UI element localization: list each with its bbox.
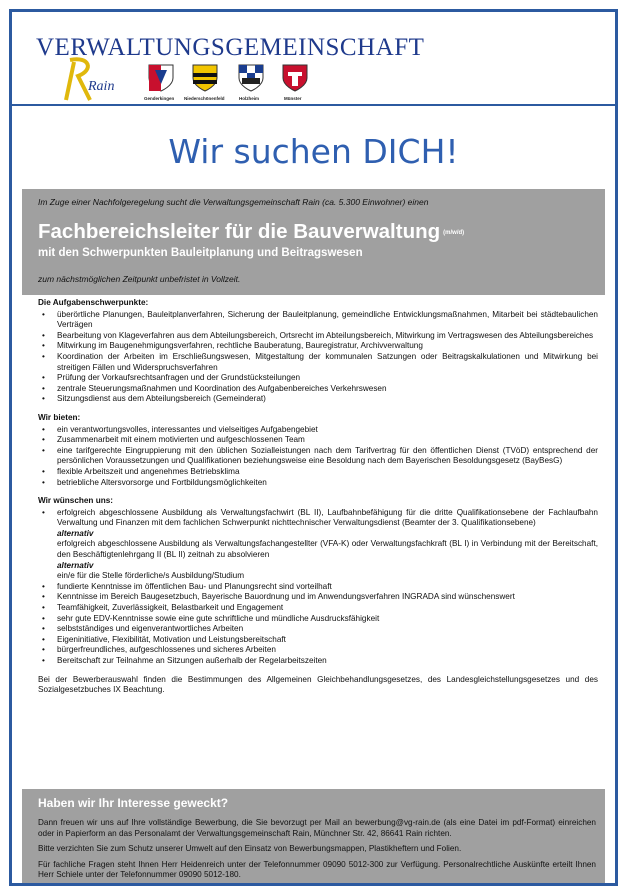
list-item: • Sitzungsdienst aus dem Abteilungsbereich (Gemeinderat): [42, 394, 266, 404]
headline: Wir suchen DICH!: [168, 132, 459, 171]
crest-label: Genderkingen: [144, 96, 175, 101]
crest-label: Münster: [284, 96, 302, 101]
crest-label: Niederschönenfeld: [184, 96, 225, 101]
list-item: • überörtliche Planungen, Bauleitplanverfahren, Sicherung der Bauleitplanung, gemeindliche Entwicklungsmaßnahmen, Mitarbeit bei städtebaulichen Verträgen: [42, 309, 598, 330]
section-heading-bieten: Wir bieten:: [38, 412, 81, 422]
bullet-icon: •: [42, 634, 45, 644]
environment-note: Bitte verzichten Sie zum Schutz unserer Umwelt auf den Einsatz von Bewerbungsmappen, Plastikheftern und Folien.: [38, 844, 462, 854]
genderkingen-crest-icon: [148, 64, 174, 92]
bullet-icon: •: [42, 613, 45, 623]
intro-text: Im Zuge einer Nachfolgeregelung sucht die Verwaltungsgemeinschaft Rain (ca. 5.300 Einwohner) einen: [38, 197, 429, 207]
bullet-icon: •: [42, 373, 45, 383]
wuenschen-list: [38, 508, 598, 667]
list-item: • betriebliche Altersvorsorge und Fortbildungsmöglichkeiten: [42, 477, 267, 487]
requirement-secondary: erfolgreich abgeschlossene Ausbildung als Verwaltungsfachangestellter (VFA-K) oder Verwaltungsfachkraft (BL I) in Verbindung mit der Bereitschaft, den Beschäftigtenlehrgang II (BL II) zeitnah zu absolvieren: [57, 539, 598, 560]
list-item: • Zusammenarbeit mit einem motivierten und aufgeschlossenen Team: [42, 435, 305, 445]
main-content: [38, 298, 598, 702]
bullet-icon: •: [42, 477, 45, 487]
requirement-primary: erfolgreich abgeschlossene Ausbildung als Verwaltungsfachwirt (BL II), Laufbahnbefähigung für die dritte Qualifikationsebene der Fachlaufbahn Verwaltung und Finanzen mit dem fachlichen Schwerpunkt nichttechnischer Verwaltungsdienst (Beamter der 3. Qualifikationsebene): [57, 507, 598, 528]
aufgaben-list: [38, 310, 598, 405]
list-item: • ein verantwortungsvolles, interessantes und vielseitiges Aufgabengebiet: [42, 424, 318, 434]
requirement-tertiary: ein/e für die Stelle förderliche/s Ausbildung/Studium: [57, 571, 245, 581]
bullet-icon: •: [42, 383, 45, 393]
application-band: [22, 789, 605, 883]
list-item: [38, 508, 598, 582]
list-item: • Mitwirkung im Baugenehmigungsverfahren, rechtliche Bauberatung, Bauregistratur, Archivverwaltung: [42, 341, 423, 351]
vg-logo-text: VERWALTUNGSGEMEINSCHAFT: [36, 34, 425, 61]
list-item: • Koordination der Arbeiten im Erschließungswesen, Mitgestaltung der kommunalen Satzungen oder Beitragskalkulationen und Mitwirkung bei streitigen Fällen und Widerspruchsverfahren: [42, 351, 598, 372]
document-frame: [9, 9, 618, 886]
list-item: • bürgerfreundliches, aufgeschlossenes und sicheres Arbeiten: [42, 645, 276, 655]
section-heading-aufgaben: Die Aufgabenschwerpunkte:: [38, 298, 149, 307]
bullet-icon: •: [42, 645, 45, 655]
bullet-icon: •: [42, 351, 45, 361]
footer-text: [38, 818, 596, 886]
bullet-icon: •: [42, 624, 45, 634]
job-title-band: [22, 189, 605, 295]
list-item: • selbstständiges und eigenverantwortliches Arbeiten: [42, 624, 244, 634]
rain-logo-icon: [50, 56, 140, 108]
list-item: • fundierte Kenntnisse im öffentlichen Bau- und Planungsrecht sind vorteilhaft: [42, 581, 332, 591]
list-item: • Eigeninitiative, Flexibilität, Motivation und Leistungsbereitschaft: [42, 634, 286, 644]
contact-info: Für fachliche Fragen steht Ihnen Herr Heidenreich unter der Telefonnummer 09090 5012-300 zur Verfügung. Personalrechtliche Auskünfte erteilt Ihnen Herr Schiele unter der Telefonnummer 09090 5012-180.: [38, 859, 596, 880]
job-subtitle: mit den Schwerpunkten Bauleitplanung und Beitragswesen: [38, 247, 363, 259]
bullet-icon: •: [42, 466, 45, 476]
bullet-icon: •: [42, 592, 45, 602]
logo-script-text: Rain: [88, 79, 115, 94]
bullet-icon: •: [42, 656, 45, 665]
list-item: • flexible Arbeitszeit und angenehmes Betriebsklima: [42, 466, 240, 476]
municipality-crests: [142, 64, 312, 104]
list-item: • Prüfung der Vorkaufsrechtsanfragen und der Grundstücksteilungen: [42, 373, 301, 383]
list-item: • eine tarifgerechte Eingruppierung mit den üblichen Sozialleistungen nach dem Tarifvertrag für den öffentlichen Dienst (TVöD) entsprechend der persönlichen Voraussetzungen und Qualifikationen beziehungsweise eine Besoldung nach dem Bayerischen Besoldungsgesetz (BayBesG): [42, 445, 598, 466]
footer-heading: Haben wir Ihr Interesse geweckt?: [38, 796, 229, 810]
bullet-icon: •: [42, 341, 45, 351]
job-title-text: Fachbereichsleiter für die Bauverwaltung: [38, 220, 441, 243]
alternative-label: alternativ: [57, 560, 94, 570]
closing-paragraph: Bei der Bewerberauswahl finden die Bestimmungen des Allgemeinen Gleichbehandlungsgesetzes, des Landesgleichstellungsgesetzes und des Sozialgesetzbuches IX Beachtung.: [38, 674, 598, 695]
bullet-icon: •: [42, 330, 45, 340]
list-item: • Kenntnisse im Bereich Baugesetzbuch, Bayerische Bauordnung und im Anwendungsverfahren INGRADA sind wünschenswert: [42, 592, 515, 602]
list-item: • Teamfähigkeit, Zuverlässigkeit, Belastbarkeit und Engagement: [42, 603, 284, 613]
bullet-icon: •: [42, 507, 45, 517]
holzheim-crest-icon: [238, 64, 264, 92]
bullet-icon: •: [42, 435, 45, 445]
crest-label: Holzheim: [239, 96, 260, 101]
list-item: • Bereitschaft zur Teilnahme an Sitzungen außerhalb der Regelarbeitszeiten: [42, 656, 327, 665]
bieten-list: [38, 425, 598, 489]
list-item: • Bearbeitung von Klageverfahren aus dem Abteilungsbereich, Ortsrecht im Abteilungsbereich, Mitwirkung im Vertragswesen des Abteilungsbereiches: [42, 330, 594, 340]
job-title: [38, 220, 464, 244]
bullet-icon: •: [42, 603, 45, 613]
section-heading-wuenschen: Wir wünschen uns:: [38, 496, 113, 506]
niederschoenenfeld-crest-icon: [192, 64, 218, 92]
bullet-icon: •: [42, 581, 45, 591]
letterhead: [12, 12, 615, 106]
list-item: • sehr gute EDV-Kenntnisse sowie eine gute schriftliche und mündliche Ausdrucksfähigkeit: [42, 613, 380, 623]
bullet-icon: •: [42, 424, 45, 434]
bullet-icon: •: [42, 309, 45, 319]
employment-note: zum nächstmöglichen Zeitpunkt unbefristet in Vollzeit.: [38, 274, 241, 284]
bullet-icon: •: [42, 394, 45, 404]
gender-suffix: (m/w/d): [443, 229, 465, 236]
alternative-label: alternativ: [57, 528, 94, 538]
muenster-crest-icon: [282, 64, 308, 92]
application-instructions: Dann freuen wir uns auf Ihre vollständige Bewerbung, die Sie bevorzugt per Mail an bewerbung@vg-rain.de (als eine Datei im pdf-Format) einreichen oder in Papierform an das Personalamt der Verwaltungsgemeinschaft Rain, Münchner Str. 42, 86641 Rain richten.: [38, 818, 596, 838]
list-item: • zentrale Steuerungsmaßnahmen und Koordination des Aufgabenbereiches Verkehrswesen: [42, 383, 387, 393]
bullet-icon: •: [42, 445, 45, 455]
